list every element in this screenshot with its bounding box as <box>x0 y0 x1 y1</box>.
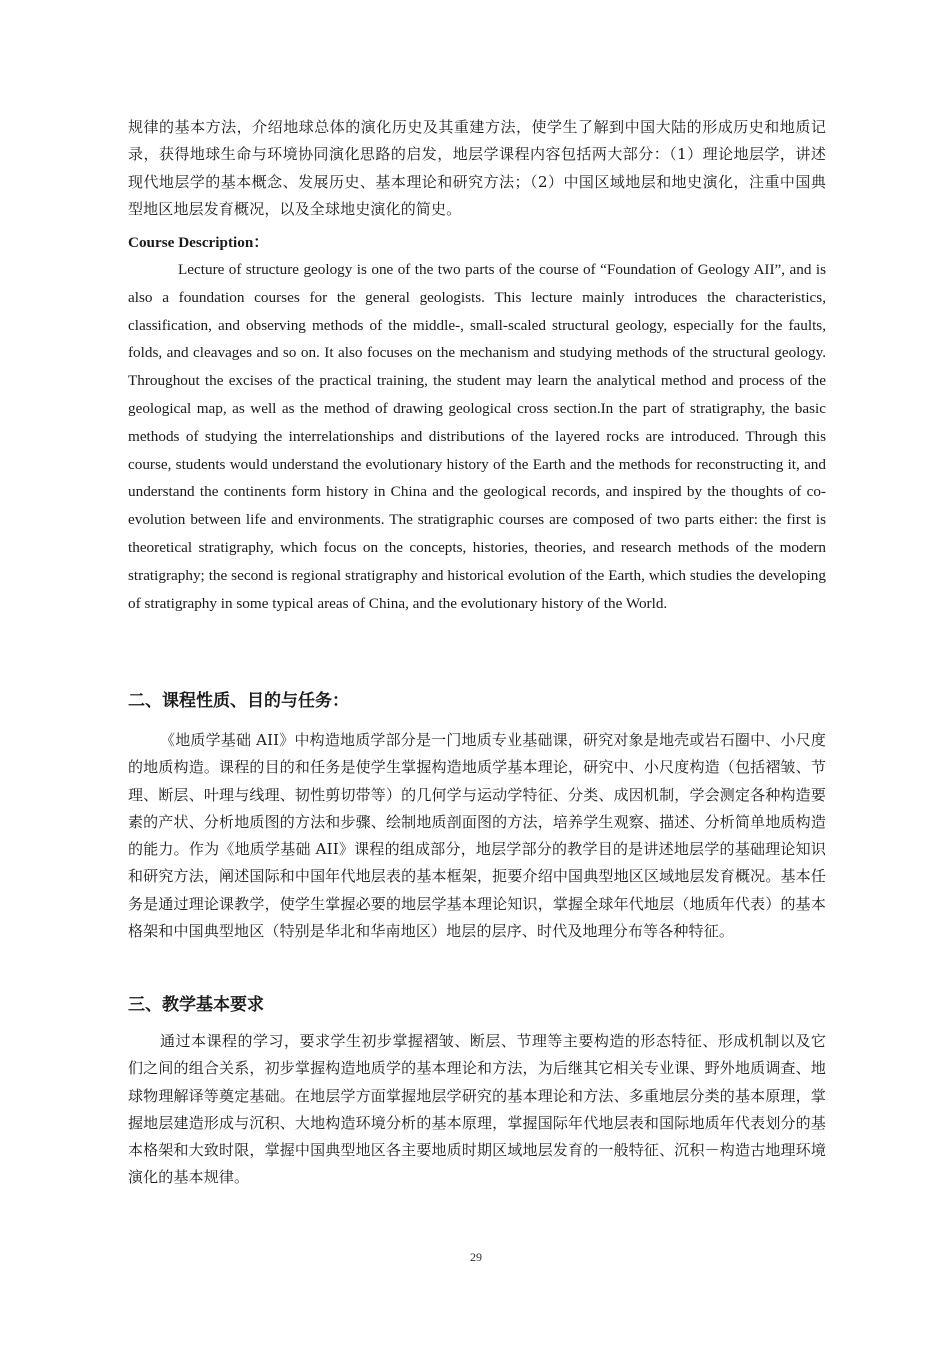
course-description-text: Lecture of structure geology is one of the two parts of the course of “Foundation of Geology AII”, and is also a foundation courses for the general geologists. This lecture mainly introduces the characteristics, classification, and observing methods of the middle-, small-scaled structural geology, especially for the faults, folds, and cleavages and so on. It also focuses on the mechanism and studying methods of the structural geology. Throughout the excises of the practical training, the student may learn the analytical method and process of the geological map, as well as the method of drawing geological cross section.In the part of stratigraphy, the basic methods of studying the interrelationships and distributions of the layered rocks are introduced. Through this course, students would understand the evolutionary history of the Earth and the methods for reconstructing it, and understand the continents form history in China and the geological records, and inspired by the thoughts of co-evolution between life and environments. The stratigraphic courses are composed of two parts either: the first is theoretical stratigraphy, which focus on the concepts, histories, theories, and research methods of the modern stratigraphy; the second is regional stratigraphy and historical evolution of the Earth, which studies the developing of stratigraphy in some typical areas of China, and the evolutionary history of the World. <box>128 261 826 612</box>
intro-paragraph: 规律的基本方法，介绍地球总体的演化历史及其重建方法，使学生了解到中国大陆的形成历史和地质记录，获得地球生命与环境协同演化思路的启发，地层学课程内容包括两大部分：（1）理论地层学，讲述现代地层学的基本概念、发展历史、基本理论和研究方法；（2）中国区域地层和地史演化，注重中国典型地区地层发育概况，以及全球地史演化的简史。 <box>128 118 826 218</box>
section3-paragraph: 通过本课程的学习，要求学生初步掌握褶皱、断层、节理等主要构造的形态特征、形成机制以及它们之间的组合关系，初步掌握构造地质学的基本理论和方法，为后继其它相关专业课、野外地质调查、地球物理解译等奠定基础。在地层学方面掌握地层学研究的基本理论和方法、多重地层分类的基本原理，掌握地层建造形成与沉积、大地构造环境分析的基本原理，掌握国际年代地层表和国际地质年代表划分的基本格架和大致时限，掌握中国典型地区各主要地质时期区域地层发育的一般特征、沉积－构造古地理环境演化的基本规律。 <box>128 1032 826 1187</box>
section2-heading: 二、课程性质、目的与任务： <box>128 691 349 711</box>
course-description-label: Course Description： <box>128 234 269 251</box>
section2-paragraph: 《地质学基础 AII》中构造地质学部分是一门地质专业基础课，研究对象是地壳或岩石圈中、小尺度的地质构造。课程的目的和任务是使学生掌握构造地质学基本理论，研究中、小尺度构造（包括褶皱、节理、断层、叶理与线理、韧性剪切带等）的几何学与运动学特征、分类、成因机制，学会测定各种构造要素的产状、分析地质图的方法和步骤、绘制地质剖面图的方法，培养学生观察、描述、分析简单地质构造的能力。作为《地质学基础 AII》课程的组成部分，地层学部分的教学目的是讲述地层学的基础理论知识和研究方法，阐述国际和中国年代地层表的基本框架，扼要介绍中国典型地区区域地层发育概况。基本任务是通过理论课教学，使学生掌握必要的地层学基本理论知识，掌握全球年代地层（地质年代表）的基本格架和中国典型地区（特别是华北和华南地区）地层的层序、时代及地理分布等各种特征。 <box>128 731 826 941</box>
section3-heading-block <box>128 993 826 1017</box>
page-number: 29 <box>470 1250 482 1264</box>
section2-body-block <box>128 727 826 945</box>
section2-heading-block <box>128 689 826 713</box>
section3-heading: 三、教学基本要求 <box>128 995 264 1015</box>
section3-body-block <box>128 1028 826 1192</box>
course-description-label-block <box>128 229 826 256</box>
intro-paragraph-block <box>128 114 826 223</box>
course-description-block <box>128 256 826 617</box>
